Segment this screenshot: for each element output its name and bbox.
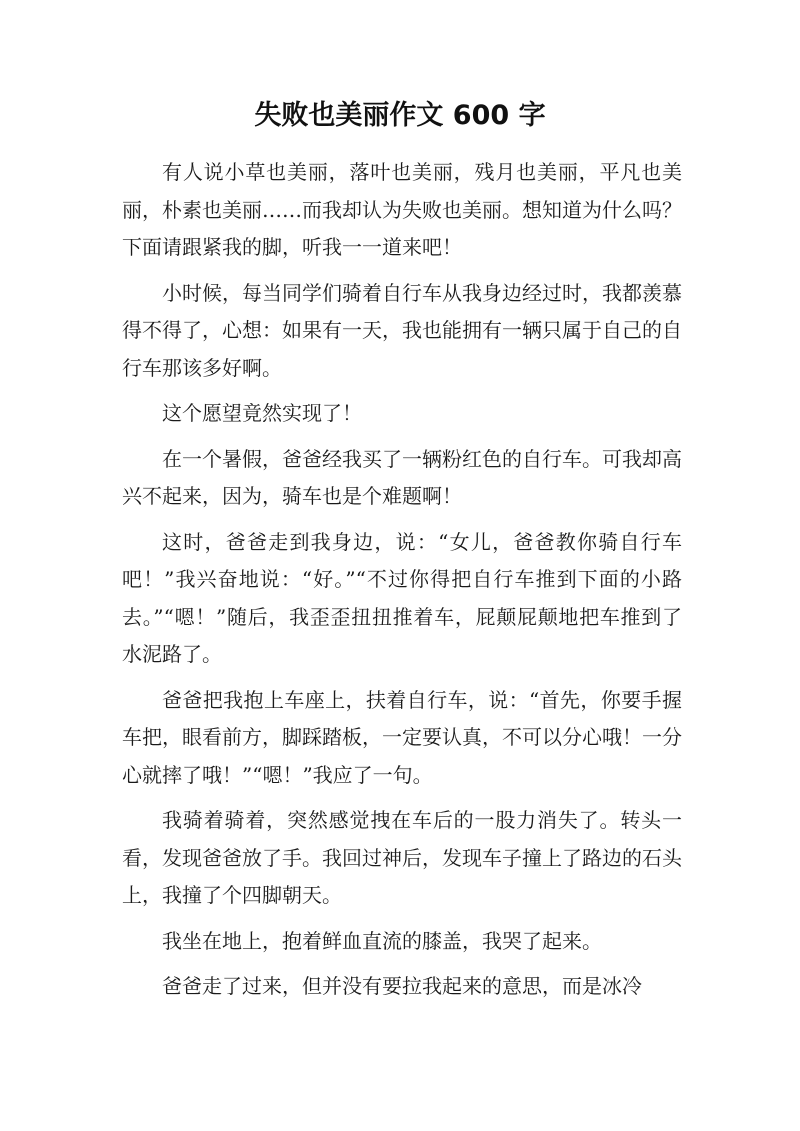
paragraph: 在一个暑假，爸爸经我买了一辆粉红色的自行车。可我却高兴不起来，因为，骑车也是个难题啊！: [122, 446, 682, 508]
paragraph: 我骑着骑着，突然感觉拽在车后的一股力消失了。转头一看，发现爸爸放了手。我回过神后，发现车子撞上了路边的石头上，我撞了个四脚朝天。: [122, 808, 682, 907]
paragraph: 小时候，每当同学们骑着自行车从我身边经过时，我都羡慕得不得了，心想：如果有一天，我也能拥有一辆只属于自己的自行车那该多好啊。: [122, 280, 682, 380]
document-title: 失败也美丽作文 600 字: [254, 100, 546, 131]
document-body: [122, 154, 682, 1014]
paragraph: 有人说小草也美丽，落叶也美丽，残月也美丽，平凡也美丽，朴素也美丽……而我却认为失败也美丽。想知道为什么吗？下面请跟紧我的脚，听我一一道来吧！: [122, 160, 682, 259]
paragraph: 这个愿望竟然实现了！: [162, 401, 362, 425]
paragraph: 爸爸把我抱上车座上，扶着自行车，说：“首先，你要手握车把，眼看前方，脚踩踏板，一定要认真，不可以分心哦！一分心就摔了哦！”“嗯！”我应了一句。: [122, 687, 682, 787]
paragraph: 这时，爸爸走到我身边，说：“女儿，爸爸教你骑自行车吧！”我兴奋地说：“好。”“不过你得把自行车推到下面的小路去。”“嗯！”随后，我歪歪扭扭推着车，屁颠屁颠地把车推到了水泥路了。: [122, 529, 682, 666]
paragraph: 我坐在地上，抱着鲜血直流的膝盖，我哭了起来。: [162, 928, 602, 953]
paragraph: 爸爸走了过来，但并没有要拉我起来的意思，而是冰冷: [162, 974, 642, 998]
